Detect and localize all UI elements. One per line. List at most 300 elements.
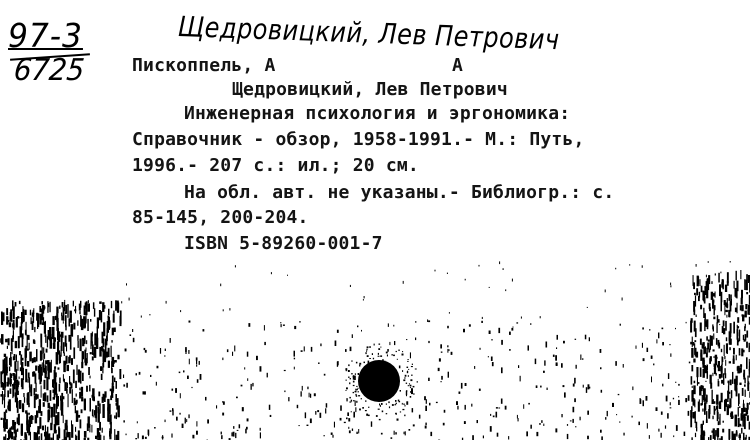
scan-speck (88, 367, 90, 375)
scan-speck (84, 399, 86, 411)
scan-speck (44, 432, 45, 437)
scan-speck (465, 405, 466, 410)
scan-speck (739, 368, 741, 374)
scan-speck (256, 356, 258, 360)
scan-speck (736, 376, 738, 385)
scan-speck (28, 379, 29, 383)
scan-speck (7, 431, 9, 433)
scan-speck (332, 435, 333, 438)
scan-speck (103, 338, 105, 347)
scan-speck (729, 361, 731, 363)
scan-speck (678, 396, 679, 397)
scan-speck (10, 388, 12, 394)
scan-speck (708, 349, 710, 353)
scan-speck (71, 424, 73, 438)
scan-speck (389, 342, 390, 345)
scan-speck (37, 426, 40, 434)
scan-speck (61, 337, 63, 351)
scan-speck (189, 359, 190, 365)
scan-speck (5, 364, 8, 376)
scan-speck (411, 366, 413, 367)
scan-speck (107, 328, 108, 341)
scan-speck (398, 350, 399, 352)
scan-speck (19, 400, 21, 409)
scan-speck (39, 417, 41, 429)
scan-speck (34, 388, 36, 395)
scan-speck (353, 385, 355, 386)
scan-speck (102, 369, 103, 372)
scan-speck (12, 373, 15, 376)
scan-speck (21, 424, 23, 435)
scan-speck (320, 413, 322, 418)
scan-speck (48, 362, 51, 369)
scan-speck (324, 435, 325, 436)
scan-speck (108, 348, 110, 357)
scan-speck (743, 409, 745, 411)
scan-speck (474, 366, 475, 369)
scan-speck (669, 344, 670, 345)
scan-speck (165, 420, 166, 423)
scan-speck (48, 303, 49, 307)
scan-speck (589, 337, 590, 341)
scan-speck (402, 370, 403, 372)
scan-speck (712, 390, 713, 399)
scan-speck (704, 403, 705, 413)
scan-speck (661, 433, 662, 438)
scan-speck (429, 403, 431, 406)
scan-speck (555, 428, 557, 432)
scan-speck (102, 397, 104, 403)
scan-speck (573, 407, 575, 413)
scan-speck (701, 424, 703, 428)
scan-speck (248, 323, 250, 327)
scan-speck (95, 436, 98, 439)
scan-speck (222, 358, 223, 361)
scan-speck (30, 416, 32, 420)
scan-speck (712, 373, 713, 376)
scan-speck (64, 353, 65, 357)
scan-speck (337, 330, 339, 333)
scan-speck (20, 326, 23, 337)
scan-speck (582, 358, 583, 360)
scan-speck (46, 349, 48, 353)
scan-speck (724, 356, 725, 359)
scan-speck (260, 428, 261, 431)
scan-speck (85, 302, 88, 305)
scan-speck (735, 380, 737, 392)
scan-speck (734, 434, 736, 440)
scan-speck (714, 364, 715, 367)
scan-speck (465, 383, 467, 386)
scan-speck (121, 301, 122, 303)
scan-speck (404, 377, 405, 378)
scan-speck (408, 369, 409, 370)
scan-speck (15, 384, 17, 395)
scan-speck (553, 355, 555, 357)
scan-speck (52, 327, 55, 339)
scan-speck (4, 373, 5, 387)
scan-speck (58, 426, 60, 429)
scan-speck (53, 379, 54, 382)
scan-speck (730, 323, 732, 333)
scan-speck (738, 393, 740, 404)
scan-speck (90, 376, 91, 379)
scan-speck (114, 378, 115, 383)
scan-speck (722, 280, 724, 283)
scan-speck (561, 414, 562, 417)
scan-speck (104, 305, 106, 309)
scan-speck (710, 335, 711, 343)
scan-speck (8, 320, 9, 322)
scan-speck (126, 283, 127, 285)
scan-speck (16, 369, 18, 379)
scan-speck (623, 433, 624, 436)
scan-speck (76, 365, 77, 375)
scan-speck (20, 355, 22, 365)
scan-speck (144, 391, 146, 394)
scan-speck (702, 436, 703, 440)
scan-speck (110, 418, 111, 424)
scan-speck (119, 369, 121, 379)
scan-speck (699, 292, 700, 298)
scan-speck (649, 329, 650, 330)
scan-speck (10, 309, 12, 322)
scan-speck (6, 409, 8, 412)
scan-speck (392, 404, 394, 406)
scan-speck (81, 389, 83, 393)
scan-speck (712, 399, 714, 404)
scan-speck (701, 424, 703, 436)
scan-speck (732, 431, 734, 440)
scan-speck (162, 437, 164, 439)
scan-speck (737, 338, 739, 345)
scan-speck (92, 345, 94, 355)
scan-speck (241, 385, 243, 387)
scan-speck (108, 414, 110, 422)
scan-speck (11, 338, 13, 351)
scan-speck (496, 412, 498, 418)
scan-speck (368, 407, 369, 408)
scan-speck (703, 389, 705, 400)
scan-speck (703, 431, 705, 440)
scan-speck (65, 420, 67, 430)
scan-speck (135, 438, 137, 439)
scan-speck (686, 322, 687, 323)
scan-speck (694, 413, 696, 418)
scan-speck (267, 373, 268, 378)
scan-speck (108, 316, 110, 318)
scan-speck (710, 356, 712, 361)
scan-speck (12, 386, 13, 398)
scan-speck (36, 432, 38, 440)
scan-speck (706, 275, 707, 278)
scan-speck (707, 279, 710, 285)
scan-speck (392, 354, 393, 355)
scan-speck (64, 300, 65, 302)
scan-speck (314, 393, 316, 396)
scan-speck (111, 301, 112, 308)
scan-speck (75, 381, 77, 388)
scan-speck (743, 370, 745, 380)
scan-speck (424, 396, 426, 400)
scan-speck (44, 322, 46, 334)
scan-speck (413, 393, 414, 395)
scan-speck (736, 355, 737, 361)
scan-speck (709, 358, 711, 364)
scan-speck (718, 379, 719, 386)
scan-speck (703, 369, 705, 378)
scan-speck (15, 424, 16, 434)
scan-speck (712, 324, 713, 329)
scan-speck (737, 325, 738, 334)
scan-speck (746, 292, 748, 294)
scan-speck (503, 268, 504, 270)
scan-speck (425, 426, 427, 429)
scan-speck (50, 390, 52, 401)
scan-speck (397, 359, 398, 360)
scan-speck (36, 349, 38, 361)
scan-speck (84, 400, 86, 409)
scan-speck (57, 341, 59, 354)
scan-speck (346, 390, 347, 391)
scan-speck (185, 418, 186, 424)
scan-speck (638, 422, 640, 426)
scan-speck (737, 366, 739, 370)
scan-speck (115, 300, 117, 311)
scan-speck (110, 396, 112, 401)
scan-speck (381, 433, 383, 435)
scan-speck (156, 382, 157, 386)
scan-speck (744, 417, 746, 429)
scan-speck (111, 340, 112, 343)
scan-speck (137, 421, 138, 423)
scan-speck (469, 324, 471, 326)
scan-speck (22, 315, 25, 321)
scan-speck (698, 382, 699, 384)
scan-speck (111, 390, 113, 398)
scan-speck (395, 404, 397, 405)
scan-speck (512, 279, 513, 282)
scan-speck (53, 397, 55, 400)
scan-speck (221, 435, 223, 439)
scan-speck (112, 357, 115, 367)
scan-speck (739, 433, 740, 440)
scan-speck (651, 377, 652, 383)
scan-speck (729, 310, 730, 317)
scan-speck (142, 436, 144, 440)
scan-speck (79, 304, 81, 311)
scan-speck (689, 362, 691, 364)
scan-speck (730, 330, 732, 337)
scan-speck (737, 329, 739, 340)
scan-speck (632, 387, 633, 391)
scan-speck (172, 410, 173, 416)
scan-speck (235, 433, 236, 438)
scan-speck (725, 321, 727, 331)
scan-speck (667, 413, 669, 418)
scan-speck (605, 290, 606, 293)
scan-speck (233, 426, 234, 429)
scan-speck (67, 383, 68, 389)
scan-speck (310, 419, 312, 424)
scan-speck (363, 299, 364, 300)
scan-speck (694, 340, 696, 342)
scan-speck (698, 296, 700, 301)
scan-speck (14, 376, 16, 383)
scan-speck (183, 370, 185, 372)
scan-speck (63, 415, 64, 423)
scan-speck (350, 347, 352, 351)
scan-speck (736, 430, 737, 432)
scan-speck (355, 401, 356, 407)
scan-speck (748, 383, 749, 385)
scan-speck (715, 292, 716, 298)
scan-speck (367, 347, 369, 349)
scan-speck (389, 406, 390, 408)
scan-speck (101, 346, 103, 351)
scan-speck (43, 359, 44, 372)
scan-speck (53, 433, 54, 440)
scan-speck (696, 315, 697, 318)
scan-speck (21, 358, 23, 361)
scan-speck (22, 403, 24, 412)
scan-speck (391, 437, 393, 439)
scan-speck (1, 382, 4, 388)
scan-speck (143, 391, 145, 394)
scan-speck (428, 320, 430, 322)
scan-speck (109, 428, 111, 439)
scan-speck (642, 265, 643, 268)
scan-speck (732, 416, 733, 419)
scan-speck (379, 344, 381, 345)
scan-speck (656, 407, 658, 411)
scan-speck (331, 433, 333, 435)
scan-speck (54, 381, 55, 388)
scan-speck (25, 369, 27, 382)
scan-speck (580, 417, 581, 421)
scan-speck (85, 319, 87, 324)
scan-speck (12, 335, 14, 342)
scan-speck (51, 415, 52, 418)
scan-speck (705, 398, 706, 401)
scan-speck (699, 399, 700, 401)
scan-speck (728, 393, 730, 399)
scan-speck (7, 390, 9, 397)
scan-speck (55, 316, 57, 320)
scan-speck (406, 339, 407, 340)
scan-speck (264, 342, 266, 345)
scan-speck (724, 400, 726, 411)
scan-speck (735, 415, 738, 427)
scan-speck (53, 390, 55, 393)
scan-speck (662, 328, 664, 330)
scan-speck (10, 427, 11, 437)
scan-speck (270, 415, 272, 417)
scan-speck (88, 416, 90, 427)
scan-speck (97, 317, 99, 328)
scan-speck (726, 315, 727, 318)
scan-speck (99, 422, 101, 431)
scan-speck (58, 367, 60, 369)
scan-speck (691, 406, 693, 411)
scan-speck (78, 369, 80, 382)
scan-speck (557, 335, 559, 340)
scan-speck (465, 279, 466, 281)
scan-speck (49, 327, 52, 341)
scan-speck (18, 414, 20, 426)
scan-speck (39, 365, 41, 374)
scan-speck (103, 436, 104, 440)
scan-speck (252, 383, 253, 387)
scan-speck (743, 373, 744, 377)
scan-speck (53, 404, 55, 417)
scan-speck (396, 403, 397, 404)
scan-speck (718, 319, 720, 323)
scan-speck (86, 304, 88, 309)
scan-speck (411, 388, 413, 394)
scan-speck (13, 320, 15, 330)
scan-speck (702, 409, 703, 412)
scan-speck (26, 413, 28, 425)
scan-speck (32, 416, 34, 420)
scan-speck (721, 282, 723, 288)
scan-speck (723, 421, 724, 423)
scan-speck (53, 383, 54, 389)
scan-speck (73, 323, 75, 330)
scan-speck (589, 387, 590, 389)
scan-speck (747, 376, 748, 382)
scan-speck (640, 398, 641, 404)
scan-speck (92, 388, 95, 400)
scan-speck (471, 404, 472, 407)
scan-speck (5, 339, 7, 343)
scan-speck (713, 317, 715, 320)
scan-speck (301, 391, 302, 396)
typed-line-3: Инженерная психология и эргономика: (184, 103, 571, 124)
scan-speck (661, 412, 663, 415)
scan-speck (717, 315, 719, 323)
scan-speck (576, 365, 577, 369)
scan-speck (109, 404, 111, 415)
scan-speck (415, 321, 416, 323)
scan-speck (658, 429, 659, 432)
scan-speck (447, 326, 449, 329)
scan-speck (301, 350, 303, 352)
scan-speck (741, 305, 743, 311)
scan-speck (52, 379, 54, 383)
scan-speck (705, 366, 707, 373)
scan-speck (60, 396, 61, 401)
handwritten-author: Щедровицкий, Лев Петрович (177, 10, 561, 57)
scan-speck (56, 400, 57, 404)
scan-speck (104, 395, 106, 402)
scan-speck (702, 395, 703, 405)
typed-line-6: На обл. авт. не указаны.- Библиогр.: с. (184, 182, 615, 203)
scan-speck (404, 432, 405, 435)
scan-speck (14, 374, 16, 385)
scan-speck (89, 385, 90, 392)
scan-speck (547, 388, 548, 390)
scan-speck (351, 373, 353, 374)
scan-speck (646, 396, 648, 401)
scan-speck (180, 393, 181, 398)
scan-speck (536, 432, 538, 436)
scan-speck (30, 432, 31, 440)
scan-speck (229, 308, 230, 310)
scan-speck (705, 323, 706, 327)
scan-speck (387, 349, 389, 352)
scan-speck (695, 328, 697, 337)
